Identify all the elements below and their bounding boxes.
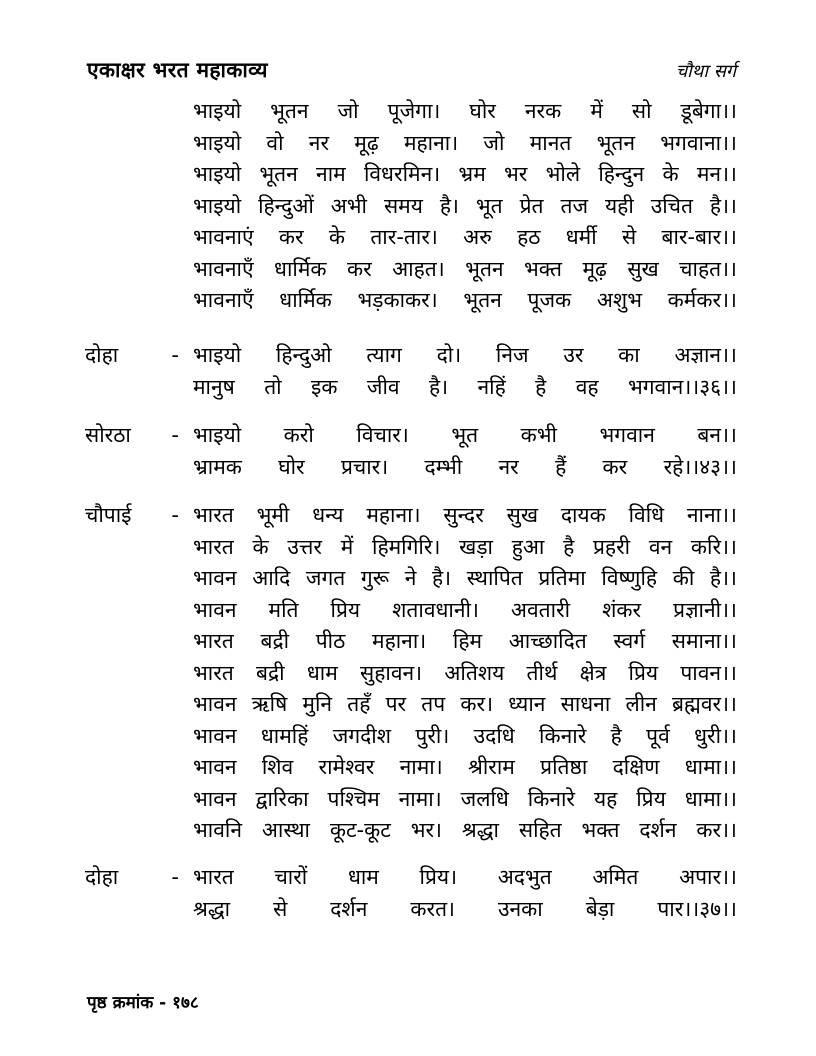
verse-line: भ्रामक घोर प्रचार। दम्भी नर हैं कर रहे।।४३।।: [193, 454, 737, 479]
verse-line: भावनाएँ धार्मिक कर आहत। भूतन भक्त मूढ़ सुख चाहत।।: [193, 256, 737, 281]
verse-line: भाइयो हिन्दुओं अभी समय है। भूत प्रेत तज यही उचित है।।: [193, 193, 737, 218]
verse-line: भाइयो भूतन नाम विधरमिन। भ्रम भर भोले हिन्दुन के मन।।: [193, 162, 737, 186]
verse-line: भावन द्वारिका पश्चिम नामा। जलधि किनारे यह प्रिय धामा।।: [193, 786, 737, 811]
verse-lines: [193, 420, 737, 483]
verse-line: भारत चारों धाम प्रिय। अदभुत अमित अपार।।: [193, 865, 737, 889]
verse-line: मानुष तो इक जीव है। नहिं है वह भगवान।।३६।।: [193, 374, 737, 399]
label-dash: -: [171, 865, 179, 889]
verse-type-label-group: [85, 420, 193, 452]
verse-line: भाइयो हिन्दुओ त्याग दो। निज उर का अज्ञान।।: [193, 343, 737, 367]
verse-line: भारत बद्री धाम सुहावन। अतिशय तीर्थ क्षेत्र प्रिय पावन।।: [193, 660, 737, 685]
verse-line: भावन ऋषि मुनि तहँ पर तप कर। ध्यान साधना लीन ब्रह्मवर।।: [193, 692, 737, 716]
verse-line: भावन आदि जगत गुरू ने है। स्थापित प्रतिमा विष्णुहि की है।।: [193, 566, 737, 590]
verse-line: भावन शिव रामेश्वर नामा। श्रीराम प्रतिष्ठा दक्षिण धामा।।: [193, 755, 737, 779]
verse-lines: [193, 96, 737, 317]
verse-line: भारत बद्री पीठ महाना। हिम आच्छादित स्वर्ग समाना।।: [193, 629, 737, 653]
verse-type-label-group: [85, 340, 193, 372]
verse-line: भाइयो भूतन जो पूजेगा। घोर नरक में सो डूबेगा।।: [193, 99, 737, 123]
soratha-43-block: [85, 420, 737, 483]
verse-type-label: चौपाई: [85, 503, 132, 527]
verse-line: भावनि आस्था कूट-कूट भर। श्रद्धा सहित भक्त दर्शन कर।।: [193, 818, 737, 842]
opening-verse-block: [85, 96, 737, 317]
verse-line: भारत के उत्तर में हिमगिरि। खड़ा हुआ है प्रहरी वन करि।।: [193, 534, 737, 559]
doha-36-block: [85, 340, 737, 403]
label-dash: -: [171, 423, 179, 447]
chapter-title: चौथा सर्ग: [675, 61, 736, 82]
book-title: एकाक्षर भरत महाकाव्य: [87, 58, 268, 82]
label-dash: -: [171, 503, 179, 527]
page-header: [87, 56, 736, 84]
verse-type-label-group: [85, 500, 193, 532]
verse-line: भावन मति प्रिय शतावधानी। अवतारी शंकर प्रज्ञानी।।: [193, 597, 737, 622]
verse-line: भावन धामहिं जगदीश पुरी। उदधि किनारे है पूर्व धुरी।।: [193, 723, 737, 748]
verse-line: श्रद्धा से दर्शन करत। उनका बेड़ा पार।।३७।।: [193, 896, 737, 921]
verse-lines: [193, 862, 737, 925]
verse-lines: [193, 340, 737, 403]
doha-37-block: [85, 862, 737, 925]
label-dash: -: [171, 343, 179, 367]
verse-lines: [193, 500, 737, 847]
verse-type-label: दोहा: [85, 865, 119, 889]
verse-line: भारत भूमी धन्य महाना। सुन्दर सुख दायक विधि नाना।।: [193, 503, 737, 527]
page-number-label: पृष्ठ क्रमांक - १७८: [87, 993, 199, 1013]
verse-line: भावनाएं कर के तार-तार। अरु हठ धर्मी से बार-बार।।: [193, 225, 737, 249]
verse-line: भाइयो करो विचार। भूत कभी भगवान बन।।: [193, 423, 737, 447]
verse-line: भावनाएँ धार्मिक भड़काकर। भूतन पूजक अशुभ कर्मकर।।: [193, 288, 737, 312]
verse-type-label: दोहा: [85, 343, 119, 367]
verse-line: भाइयो वो नर मूढ़ महाना। जो मानत भूतन भगवाना।।: [193, 130, 737, 155]
chaupai-block: [85, 500, 737, 847]
verse-type-label-group: [85, 862, 193, 894]
verse-type-label: सोरठा: [85, 423, 131, 447]
